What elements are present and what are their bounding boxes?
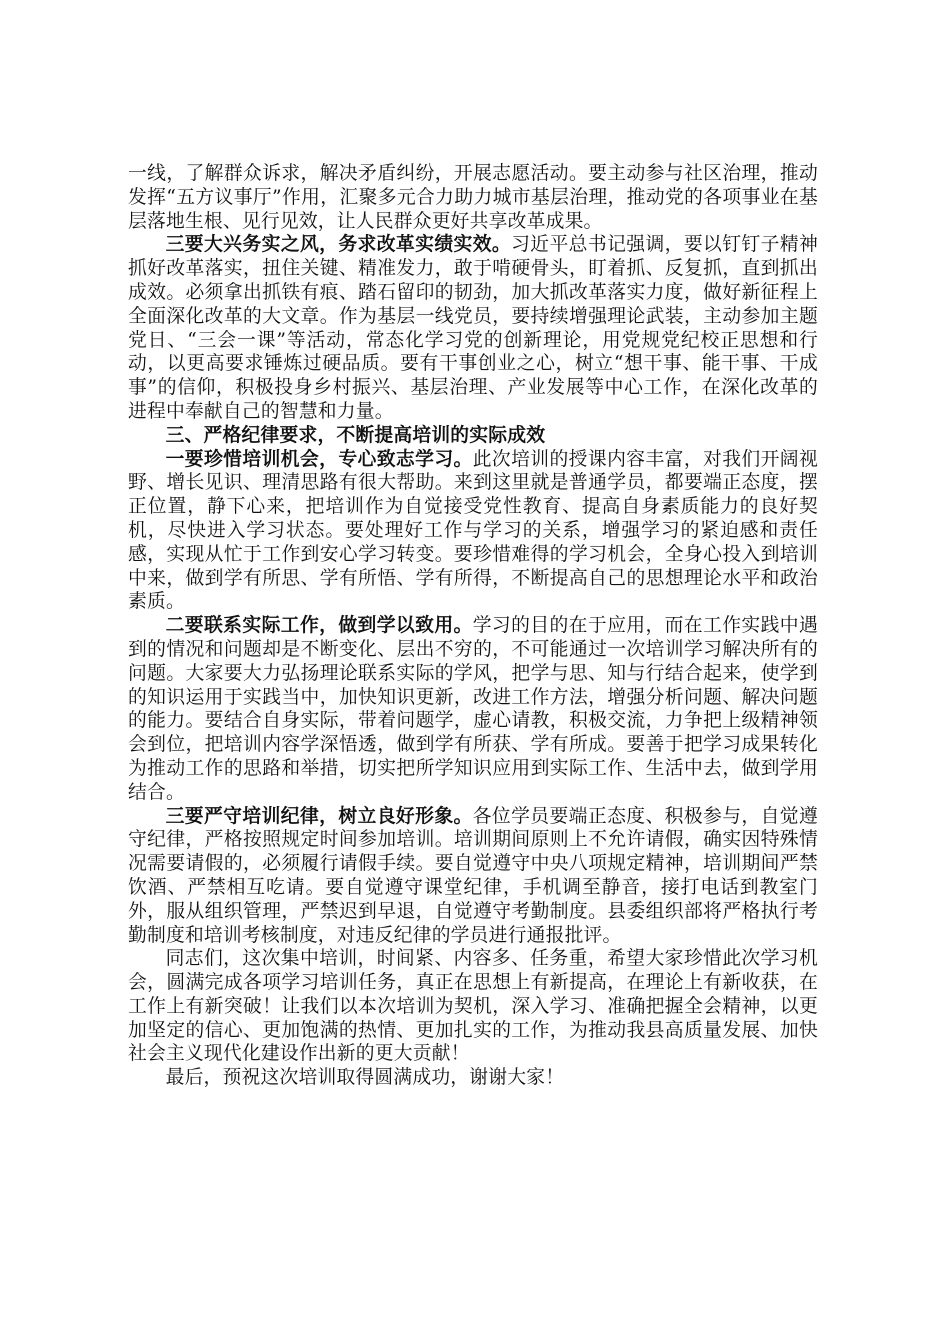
paragraph-text: 最后，预祝这次培训取得圆满成功，谢谢大家！ — [165, 1067, 565, 1089]
paragraph-lead: 二要联系实际工作，做到学以致用。 — [165, 614, 473, 637]
paragraph-text: 同志们，这次集中培训，时间紧、内容多、任务重，希望大家珍惜此次学习机会，圆满完成各项学习培训任务，真正在思想上有新提高，在理论上有新收获，在工作上有新突破！让我们以本次培训为契机，深入学习、准确把握全会精神，以更加坚定的信心、更加饱满的热情、更加扎实的工作，为推动我县高质量发展、加快社会主义现代化建设作出新的更大贡献！ — [128, 948, 818, 1065]
paragraph-lead: 三要大兴务实之风，务求改革实绩实效。 — [165, 233, 512, 256]
paragraph-text: 一线，了解群众诉求，解决矛盾纠纷，开展志愿活动。要主动参与社区治理，推动发挥“五方议事厅”作用，汇聚多元合力助力城市基层治理，推动党的各项事业在基层落地生根、见行见效，让人民群众更好共享改革成果。 — [128, 163, 818, 232]
paragraph-text: 学习的目的在于应用，而在工作实践中遇到的情况和问题却是不断变化、层出不穷的，不可能通过一次培训学习解决所有的问题。大家要大力弘扬理论联系实际的学风，把学与思、知与行结合起来，使学到的知识运用于实践当中，加快知识更新，改进工作方法，增强分析问题、解决问题的能力。要结合自身实际，带着问题学，虚心请教，积极交流，力争把上级精神领会到位，把培训内容学深悟透，做到学有所获、学有所成。要善于把学习成果转化为推动工作的思路和举措，切实把所学知识应用到实际工作、生活中去，做到学用结合。 — [128, 615, 818, 803]
paragraph-lead: 一要珍惜培训机会，专心致志学习。 — [165, 447, 473, 470]
paragraph-closing-remarks — [128, 947, 818, 1066]
paragraph-cherish-training — [128, 448, 818, 615]
paragraph-pragmatic-style — [128, 233, 818, 423]
document-page — [128, 162, 818, 1090]
paragraph-discipline — [128, 805, 818, 948]
paragraph-final-wishes — [128, 1066, 818, 1090]
paragraph-apply-learning — [128, 614, 818, 804]
paragraph-lead: 三要严守培训纪律，树立良好形象。 — [165, 804, 473, 827]
paragraph-text: 各位学员要端正态度、积极参与，自觉遵守纪律，严格按照规定时间参加培训。培训期间原则上不允许请假，确实因特殊情况需要请假的，必须履行请假手续。要自觉遵守中央八项规定精神，培训期间严禁饮酒、严禁相互吃请。要自觉遵守课堂纪律，手机调至静音，接打电话到教室门外，服从组织管理，严禁迟到早退，自觉遵守考勤制度。县委组织部将严格执行考勤制度和培训考核制度，对违反纪律的学员进行通报批评。 — [128, 805, 818, 946]
section-heading: 三、严格纪律要求，不断提高培训的实际成效 — [165, 423, 546, 446]
paragraph-community-governance — [128, 162, 818, 233]
paragraph-text: 习近平总书记强调，要以钉钉子精神抓好改革落实，扭住关键、精准发力，敢于啃硬骨头，盯着抓、反复抓，直到抓出成效。必须拿出抓铁有痕、踏石留印的韧劲，加大抓改革落实力度，做好新征程上全面深化改革的大文章。作为基层一线党员，要持续增强理论武装，主动参加主题党日、“三会一课”等活动，常态化学习党的创新理论，用党规党纪校正思想和行动，以更高要求锤炼过硬品质。要有干事创业之心，树立“想干事、能干事、干成事”的信仰，积极投身乡村振兴、基层治理、产业发展等中心工作，在深化改革的进程中奉献自己的智慧和力量。 — [128, 234, 818, 422]
paragraph-text: 此次培训的授课内容丰富，对我们开阔视野、增长见识、理清思路有很大帮助。来到这里就是普通学员，都要端正态度，摆正位置，静下心来，把培训作为自觉接受党性教育、提高自身素质能力的良好契机，尽快进入学习状态。要处理好工作与学习的关系，增强学习的紧迫感和责任感，实现从忙于工作到安心学习转变。要珍惜难得的学习机会，全身心投入到培训中来，做到学有所思、学有所悟、学有所得，不断提高自己的思想理论水平和政治素质。 — [128, 448, 818, 613]
